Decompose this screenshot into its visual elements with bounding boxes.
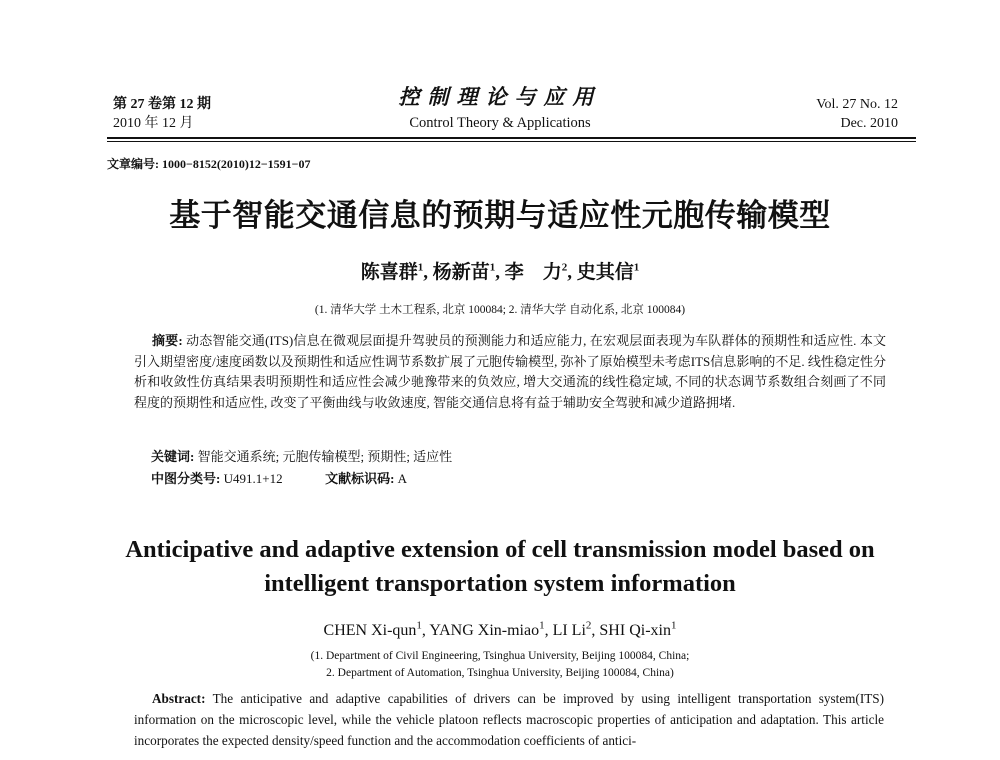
affiliation-cn: (1. 清华大学 土木工程系, 北京 100084; 2. 清华大学 自动化系, 北京 100084) (314, 304, 686, 316)
author-en: LI Li$^2$ (552, 619, 592, 639)
header-center (350, 84, 650, 133)
header-rule (107, 137, 916, 139)
keywords-cn-text: 智能交通系统; 元胞传输模型; 预期性; 适应性 (197, 449, 453, 464)
header-left (113, 95, 211, 133)
affiliation-en-line1: (1. Department of Civil Engineering, Tsinghua University, Beijing 100084, China; (310, 650, 690, 662)
author-cn: 史其信$^1$ (576, 261, 640, 283)
abstract-cn (134, 331, 886, 413)
author-cn: 杨新苗$^1$ (432, 261, 496, 283)
paper-title-cn: 基于智能交通信息的预期与适应性元胞传输模型 (169, 198, 831, 233)
author-cn: 李 力$^2$ (504, 261, 568, 283)
authors-cn: 陈喜群$^1$, 杨新苗$^1$, 李 力$^2$, 史其信$^1$ (360, 261, 640, 283)
header-right (816, 95, 898, 133)
journal-name-en: Control Theory & Applications (409, 115, 591, 131)
keywords-cn-label: 关键词: (151, 449, 195, 464)
authors-en: CHEN Xi-qun$^1$, YANG Xin-miao$^1$, LI Li$^2$, SHI Qi-xin$^1$ (323, 619, 677, 639)
author-en: YANG Xin-miao$^1$ (429, 619, 545, 639)
abstract-en (134, 688, 884, 751)
header-rule-thin (107, 141, 916, 142)
author-en: CHEN Xi-qun$^1$ (323, 619, 422, 639)
date-en: Dec. 2010 (840, 116, 898, 131)
doc-code-label: 文献标识码: (325, 471, 395, 486)
doc-code-value: A (397, 471, 408, 486)
abstract-cn-text: 动态智能交通(ITS)信息在微观层面提升驾驶员的预测能力和适应能力, 在宏观层面表现为车队群体的预期性和适应性. 本文引入期望密度/速度函数以及预期性和适应性调节系数扩展了元胞传输模型, 弥补了原始模型未考虑ITS信息影响的不足. 线性稳定性分析和收敛性仿真结果表明预期性和适应性会减少驰豫带来的负效应, 增大交通流的线性稳定域, 不同的状态调节系数组合刻画了不同程度的预期性和适应性, 改变了平衡曲线与收敛速度, 智能交通信息将有益于辅助安全驾驶和减少道路拥堵. (134, 333, 886, 410)
title-en-line2: intelligent transportation system information (264, 570, 736, 597)
date-cn: 2010 年 12 月 (113, 116, 194, 131)
volume-en: Vol. 27 No. 12 (816, 97, 898, 112)
abstract-cn-label: 摘要: (152, 333, 183, 348)
affiliation-en-line2: 2. Department of Automation, Tsinghua University, Beijing 100084, China) (326, 667, 674, 679)
volume-cn: 第 27 卷第 12 期 (113, 97, 211, 112)
author-en: SHI Qi-xin$^1$ (599, 619, 677, 639)
clc-value: U491.1+12 (223, 471, 283, 486)
affiliation-en (0, 648, 1000, 682)
article-number: 文章编号: 1000−8152(2010)12−1591−07 (107, 157, 311, 171)
journal-name-cn: 控制理论与应用 (398, 85, 602, 109)
abstract-en-label: Abstract: (152, 691, 206, 706)
classification-cn (151, 468, 407, 487)
paper-title-en (0, 533, 1000, 601)
title-en-line1: Anticipative and adaptive extension of cell transmission model based on (125, 536, 875, 563)
abstract-en-text: The anticipative and adaptive capabilities of drivers can be improved by using intelligent transportation system(ITS) information on the microscopic level, while the vehicle platoon reflects macroscopic properties of anticipation and adaptation. This article incorporates the expected density/speed function and the accommodation coefficients of antici- (134, 691, 884, 748)
keywords-cn (151, 446, 452, 465)
author-cn: 陈喜群$^1$ (360, 261, 424, 283)
clc-label: 中图分类号: (151, 471, 221, 486)
